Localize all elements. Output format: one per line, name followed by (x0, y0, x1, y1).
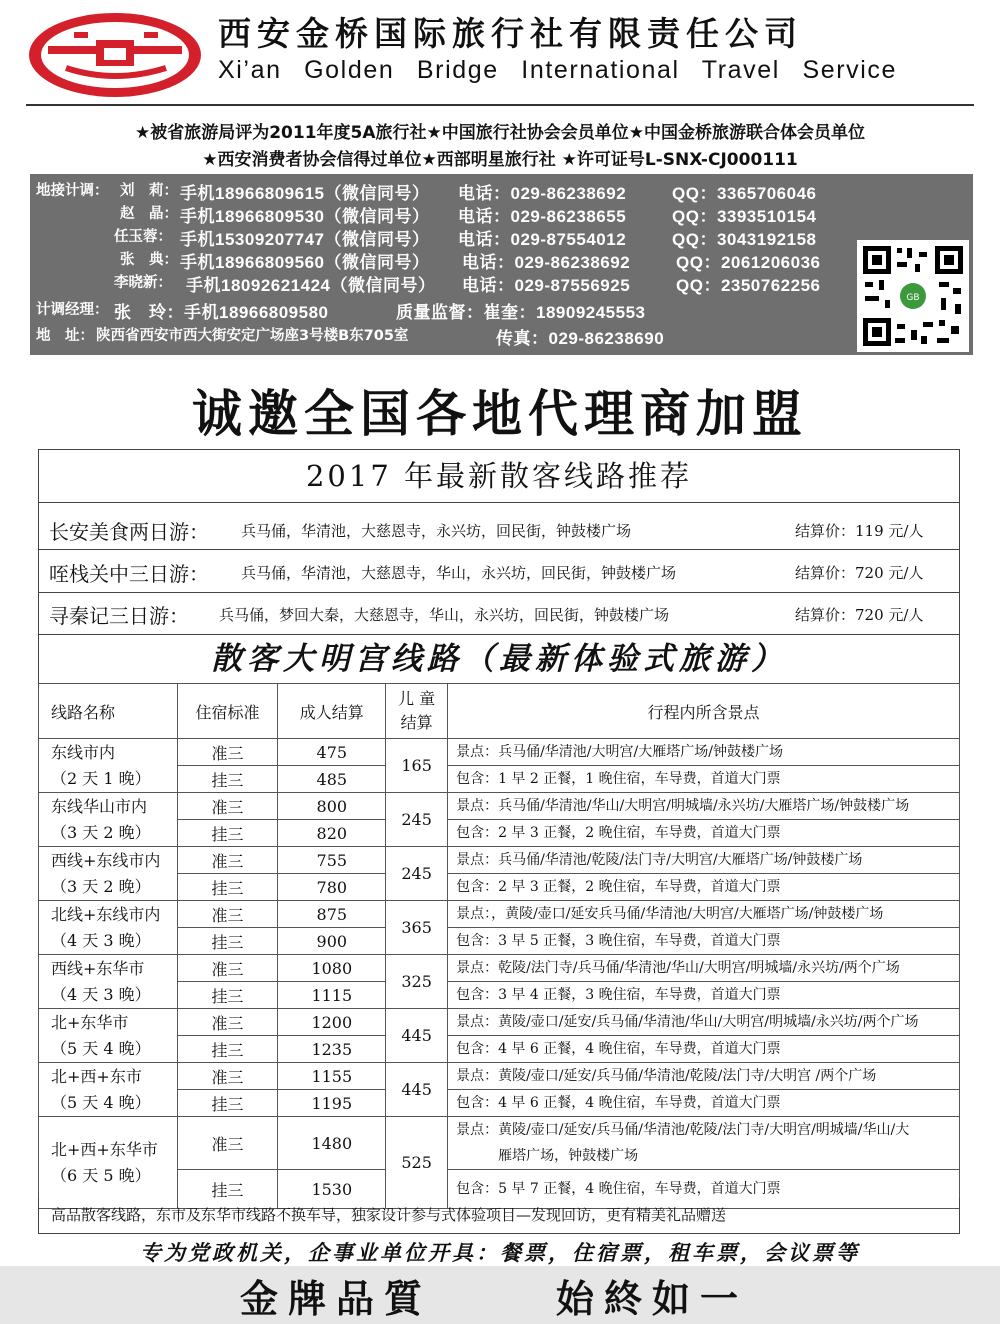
sights-line: 景点：兵马俑/华清池/大明宫/大雁塔广场/钟鼓楼广场 (456, 744, 783, 760)
route-name: 长安美食两日游： (49, 520, 209, 544)
contact-tel: 电话：029-87556925 (462, 276, 631, 295)
adult-price: 900 (278, 928, 386, 955)
included-cell: 包含：2 早 3 正餐，2 晚住宿，车导费，首道大门票 (448, 820, 960, 847)
included-cell: 包含：4 早 6 正餐，4 晚住宿，车导费，首道大门票 (448, 1036, 960, 1063)
invoice-service-text: 专为党政机关，企事业单位开具：餐票，住宿票，租车票，会议票等 (140, 1240, 860, 1265)
lodging-standard: 挂三 (177, 928, 278, 955)
route-price: 结算价：720 元/人 (795, 606, 924, 624)
sights-line: 景点：黄陵/壶口/延安/兵马俑/华清池/华山/大明宫/明城墙/永兴坊/两个广场 (456, 1014, 919, 1030)
table-row (39, 847, 960, 874)
slogan-headline: 诚邀全国各地代理商加盟 (192, 384, 808, 443)
lodging-standard: 挂三 (177, 982, 278, 1009)
lodging-standard: 挂三 (177, 874, 278, 901)
contact-name: 刘 莉： (120, 183, 178, 199)
route-name: 寻秦记三日游： (49, 604, 189, 628)
svg-text:GB: GB (906, 293, 920, 303)
adult-price: 1200 (278, 1009, 386, 1036)
route-duration: （4 天 3 晚） (51, 930, 151, 950)
company-name-cn: 西安金桥国际旅行社有限责任公司 (218, 14, 803, 53)
col-header-child-price (386, 684, 448, 739)
route-name: 西线+东华市 (51, 958, 145, 978)
route-duration: （3 天 2 晚） (51, 822, 151, 842)
adult-price: 1195 (278, 1090, 386, 1117)
route-name-cell (39, 1117, 178, 1209)
sights-line: 雁塔广场，钟鼓楼广场 (456, 1148, 639, 1164)
adult-price: 875 (278, 901, 386, 928)
sights-cell (448, 1009, 960, 1036)
sights-cell (448, 847, 960, 874)
child-price: 445 (386, 1009, 448, 1063)
contact-tel: 电话：029-87554012 (458, 230, 627, 249)
adult-price: 820 (278, 820, 386, 847)
contact-qq: QQ：3043192158 (672, 230, 817, 249)
fax-number: 传真：029-86238690 (496, 329, 665, 348)
route-name-cell (39, 1009, 178, 1063)
adult-price: 800 (278, 793, 386, 820)
lodging-standard: 准三 (177, 793, 278, 820)
company-name-en: Xi’an Golden Bridge International Travel Service (218, 56, 898, 84)
route-duration: （5 天 4 晚） (51, 1092, 151, 1112)
contact-name: 任玉蓉： (114, 229, 172, 245)
sights-line: 景点：乾陵/法门寺/兵马俑/华清池/华山/大明宫/明城墙/永兴坊/两个广场 (456, 960, 900, 976)
lodging-standard: 准三 (177, 1117, 278, 1170)
col-header-child-line2: 结算 (400, 713, 433, 732)
included-cell: 包含：3 早 5 正餐，3 晚住宿，车导费，首道大门票 (448, 928, 960, 955)
route-name-cell (39, 793, 178, 847)
included-cell: 包含：4 早 6 正餐，4 晚住宿，车导费，首道大门票 (448, 1090, 960, 1117)
child-price: 325 (386, 955, 448, 1009)
manager-label: 计调经理： (36, 302, 109, 318)
lodging-standard: 挂三 (177, 820, 278, 847)
route-name-cell (39, 955, 178, 1009)
route-name: 北+西+东市 (51, 1066, 142, 1086)
route-divider (39, 592, 959, 593)
contact-label: 地接计调： (36, 183, 109, 199)
route-name-cell (39, 901, 178, 955)
route-name: 北+西+东华市 (51, 1139, 158, 1159)
contact-tel: 电话：029-86238692 (458, 184, 627, 203)
route-sights: 兵马俑，华清池，大慈恩寺，华山，永兴坊，回民街，钟鼓楼广场 (241, 564, 677, 582)
daming-title: 散客大明宫线路（最新体验式旅游） (211, 641, 787, 677)
contact-mobile: 手机18966809560（微信同号） (180, 253, 430, 272)
route-duration: （3 天 2 晚） (51, 876, 151, 896)
routes-box (38, 449, 960, 635)
contact-mobile: 手机18092621424（微信同号） (186, 276, 436, 295)
table-row (39, 874, 960, 901)
sights-cell (448, 901, 960, 928)
adult-price: 1235 (278, 1036, 386, 1063)
manager-contact: 张 玲：手机18966809580 (114, 303, 329, 322)
contact-name: 张 典： (120, 252, 178, 268)
qr-code-icon (857, 240, 969, 352)
adult-price: 485 (278, 766, 386, 793)
table-row (39, 1063, 960, 1090)
lodging-standard: 准三 (177, 955, 278, 982)
credentials-line-2: ★西安消费者协会信得过单位★西部明星旅行社 ★许可证号L-SNX-CJ000111 (202, 150, 798, 170)
adult-price: 475 (278, 739, 386, 766)
contact-mobile: 手机15309207747（微信同号） (180, 230, 430, 249)
routes-title: 2017 年最新散客线路推荐 (39, 450, 959, 503)
lodging-standard: 挂三 (177, 1036, 278, 1063)
table-header-row (39, 684, 960, 739)
address-label: 地 址： (36, 328, 94, 344)
route-sights: 兵马俑，梦回大秦，大慈恩寺，华山，永兴坊，回民街，钟鼓楼广场 (219, 606, 670, 624)
route-name-cell (39, 739, 178, 793)
col-header-child-line1: 儿 童 (398, 689, 436, 708)
route-duration: （6 天 5 晚） (51, 1165, 151, 1185)
lodging-standard: 准三 (177, 1009, 278, 1036)
sights-cell (448, 1063, 960, 1090)
route-price: 结算价：720 元/人 (795, 564, 924, 582)
adult-price: 1115 (278, 982, 386, 1009)
sights-line: 景点：兵马俑/华清池/乾陵/法门寺/大明宫/大雁塔广场/钟鼓楼广场 (456, 852, 863, 868)
route-name-cell (39, 1063, 178, 1117)
contact-tel: 电话：029-86238655 (458, 207, 627, 226)
header-divider (26, 104, 974, 106)
col-header-lodging: 住宿标准 (177, 684, 278, 739)
credentials-line-1: ★被省旅游局评为2011年度5A旅行社★中国旅行社协会会员单位★中国金桥旅游联合体会员单位 (134, 123, 866, 143)
table-row (39, 982, 960, 1009)
adult-price: 1530 (278, 1170, 386, 1209)
included-cell: 包含：1 早 2 正餐，1 晚住宿，车导费，首道大门票 (448, 766, 960, 793)
table-row (39, 901, 960, 928)
child-price: 165 (386, 739, 448, 793)
contact-qq: QQ：2061206036 (676, 253, 821, 272)
child-price: 245 (386, 847, 448, 901)
table-row (39, 1090, 960, 1117)
included-cell: 包含：5 早 7 正餐，4 晚住宿，车导费，首道大门票 (448, 1170, 960, 1209)
sights-cell (448, 955, 960, 982)
route-duration: （5 天 4 晚） (51, 1038, 151, 1058)
route-divider (39, 549, 959, 550)
route-name: 北+东华市 (51, 1012, 129, 1032)
lodging-standard: 准三 (177, 1063, 278, 1090)
child-price: 365 (386, 901, 448, 955)
motto-right: 始終如一 (556, 1276, 749, 1321)
col-header-adult-price: 成人结算 (278, 684, 386, 739)
contact-panel (30, 174, 973, 355)
table-row (39, 1117, 960, 1170)
route-name: 东线市内 (51, 742, 116, 762)
adult-price: 780 (278, 874, 386, 901)
motto-left: 金牌品質 (240, 1276, 433, 1321)
sights-line: 景点：兵马俑/华清池/华山/大明宫/明城墙/永兴坊/大雁塔广场/钟鼓楼广场 (456, 798, 910, 814)
sights-cell (448, 739, 960, 766)
contact-qq: QQ：3393510154 (672, 207, 817, 226)
route-item (49, 594, 949, 636)
included-cell: 包含：3 早 4 正餐，3 晚住宿，车导费，首道大门票 (448, 982, 960, 1009)
company-logo (26, 10, 204, 100)
table-note: 高品散客线路，东市及东华市线路不换车导，独家设计参与式体验项目—发现回访，更有精美礼品赠送 (38, 1198, 960, 1234)
table-row (39, 793, 960, 820)
contact-name: 赵 晶： (120, 206, 178, 222)
sights-line: 景点：，黄陵/壶口/延安兵马俑/华清池/大明宫/大雁塔广场/钟鼓楼广场 (456, 906, 884, 922)
table-row (39, 1036, 960, 1063)
address-text: 陕西省西安市西大街安定广场座3号楼B东705室 (96, 328, 409, 344)
route-duration: （2 天 1 晚） (51, 768, 151, 788)
contact-tel: 电话：029-86238692 (462, 253, 631, 272)
contact-name: 李晓新： (114, 275, 172, 291)
child-price: 245 (386, 793, 448, 847)
col-header-sights: 行程内所含景点 (448, 684, 960, 739)
table-row (39, 1009, 960, 1036)
lodging-standard: 准三 (177, 901, 278, 928)
col-header-route: 线路名称 (39, 684, 178, 739)
sights-line: 景点：黄陵/壶口/延安/兵马俑/华清池/乾陵/法门寺/大明宫/明城墙/华山/大 (456, 1122, 910, 1138)
sights-cell (448, 793, 960, 820)
lodging-standard: 挂三 (177, 766, 278, 793)
route-name: 北线+东线市内 (51, 904, 161, 924)
contact-qq: QQ：2350762256 (676, 276, 821, 295)
contact-mobile: 手机18966809530（微信同号） (180, 207, 430, 226)
route-name-cell (39, 847, 178, 901)
sights-cell (448, 1117, 960, 1170)
route-name: 西线+东线市内 (51, 850, 161, 870)
lodging-standard: 挂三 (177, 1090, 278, 1117)
route-price: 结算价：119 元/人 (795, 522, 924, 540)
route-name: 东线华山市内 (51, 796, 148, 816)
lodging-standard: 挂三 (177, 1170, 278, 1209)
table-row (39, 766, 960, 793)
table-row (39, 955, 960, 982)
adult-price: 755 (278, 847, 386, 874)
adult-price: 1080 (278, 955, 386, 982)
included-cell: 包含：2 早 3 正餐，2 晚住宿，车导费，首道大门票 (448, 874, 960, 901)
table-row (39, 739, 960, 766)
adult-price: 1480 (278, 1117, 386, 1170)
quality-supervisor: 质量监督：崔奎：18909245553 (396, 303, 646, 322)
sights-line: 景点：黄陵/壶口/延安/兵马俑/华清池/乾陵/法门寺/大明宫 /两个广场 (456, 1068, 877, 1084)
route-item (49, 552, 949, 594)
route-name: 咥栈关中三日游： (49, 562, 209, 586)
daming-route-table (38, 683, 960, 1209)
contact-qq: QQ：3365706046 (672, 184, 817, 203)
table-row (39, 820, 960, 847)
route-duration: （4 天 3 晚） (51, 984, 151, 1004)
contact-mobile: 手机18966809615（微信同号） (180, 184, 430, 203)
table-row (39, 928, 960, 955)
route-sights: 兵马俑，华清池，大慈恩寺，永兴坊，回民街，钟鼓楼广场 (241, 522, 632, 540)
child-price: 445 (386, 1063, 448, 1117)
lodging-standard: 准三 (177, 847, 278, 874)
child-price: 525 (386, 1117, 448, 1209)
route-item (49, 510, 949, 552)
footer-band (0, 1266, 1000, 1324)
lodging-standard: 准三 (177, 739, 278, 766)
adult-price: 1155 (278, 1063, 386, 1090)
